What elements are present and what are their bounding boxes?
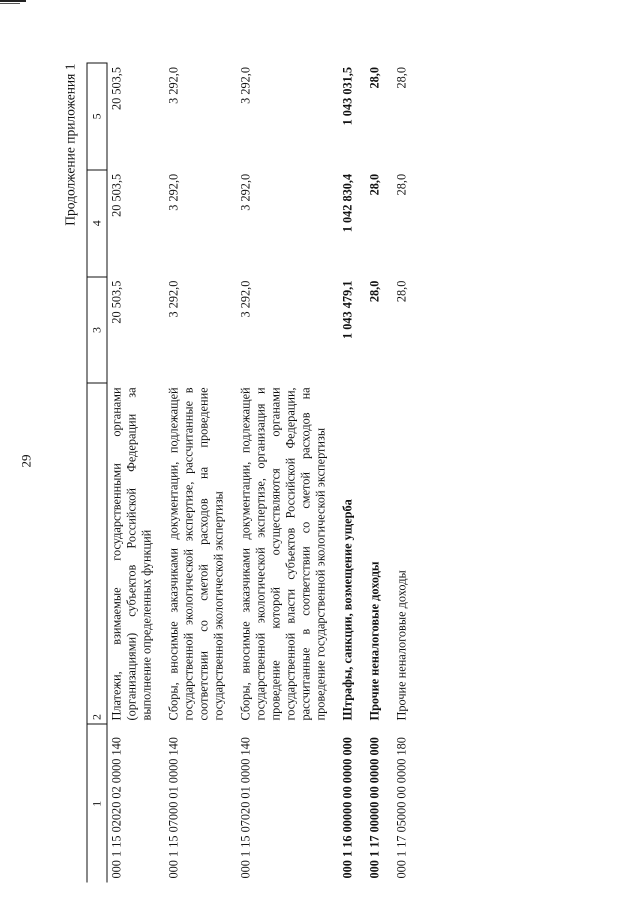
table-row <box>107 63 165 883</box>
table-row <box>338 63 365 883</box>
table-row <box>164 63 236 883</box>
row-value-5: 28,0 <box>367 67 381 89</box>
row-value-3: 3 292,0 <box>166 280 180 318</box>
continuation-label: Продолжение приложения 1 <box>62 63 77 226</box>
row-code: 000 1 15 07020 01 0000 140 <box>238 737 252 879</box>
row-value-4: 3 292,0 <box>166 173 180 211</box>
row-value-5: 3 292,0 <box>238 67 252 104</box>
page-number: 29 <box>18 454 33 468</box>
row-name: Сборы, вносимые заказчиками документации, подлежащей государственной экологической экспертизе, рассчитанные в соответствии со сметой расходов на проведение государственной экологической экспертизы <box>166 387 225 721</box>
row-value-5: 3 292,0 <box>166 67 180 104</box>
row-name: Сборы, вносимые заказчиками документации, подлежащей государственной экологической экспертизе, организация и проведение которой осуществляются органами государственной власти субъектов Российской Федерации, рассчитанные в соответствии со сметой расходов на проведение государственной экологической экспертизы <box>238 387 327 721</box>
row-value-5: 28,0 <box>394 67 408 89</box>
row-value-4: 20 503,5 <box>109 173 123 217</box>
row-value-4: 3 292,0 <box>238 173 252 211</box>
row-code: 000 1 17 00000 00 0000 000 <box>367 737 381 879</box>
row-value-3: 28,0 <box>394 280 408 303</box>
row-value-3: 1 043 479,1 <box>340 280 354 340</box>
table-row <box>236 63 338 883</box>
row-code: 000 1 17 05000 00 0000 180 <box>394 737 408 879</box>
row-name: Прочие неналоговые доходы <box>367 561 381 721</box>
table-row <box>365 63 392 883</box>
row-value-3: 3 292,0 <box>238 280 252 318</box>
row-name: Штрафы, санкции, возмещение ущерба <box>340 499 354 721</box>
table-header-row <box>87 63 107 883</box>
row-code: 000 1 15 07000 01 0000 140 <box>166 737 180 879</box>
header-col-4: 4 <box>87 170 107 277</box>
row-name: Платежи, взимаемые государственными органами (организациями) субъектов Российской Федерации за выполнение определенных функций <box>109 387 153 721</box>
row-value-4: 28,0 <box>394 173 408 196</box>
header-col-1: 1 <box>87 724 107 882</box>
revenue-table <box>86 63 419 883</box>
row-value-5: 20 503,5 <box>109 67 123 111</box>
row-value-5: 1 043 031,5 <box>340 67 354 126</box>
row-code: 000 1 16 00000 00 0000 000 <box>340 737 354 879</box>
table-row <box>392 63 419 883</box>
row-value-3: 20 503,5 <box>109 280 123 324</box>
header-col-3: 3 <box>87 277 107 384</box>
row-value-3: 28,0 <box>367 280 381 303</box>
header-col-5: 5 <box>87 63 107 170</box>
row-code: 000 1 15 02020 02 0000 140 <box>109 737 123 879</box>
row-value-4: 1 042 830,4 <box>340 173 354 233</box>
row-name: Прочие неналоговые доходы <box>394 570 408 721</box>
header-col-2: 2 <box>87 383 107 724</box>
row-value-4: 28,0 <box>367 173 381 196</box>
